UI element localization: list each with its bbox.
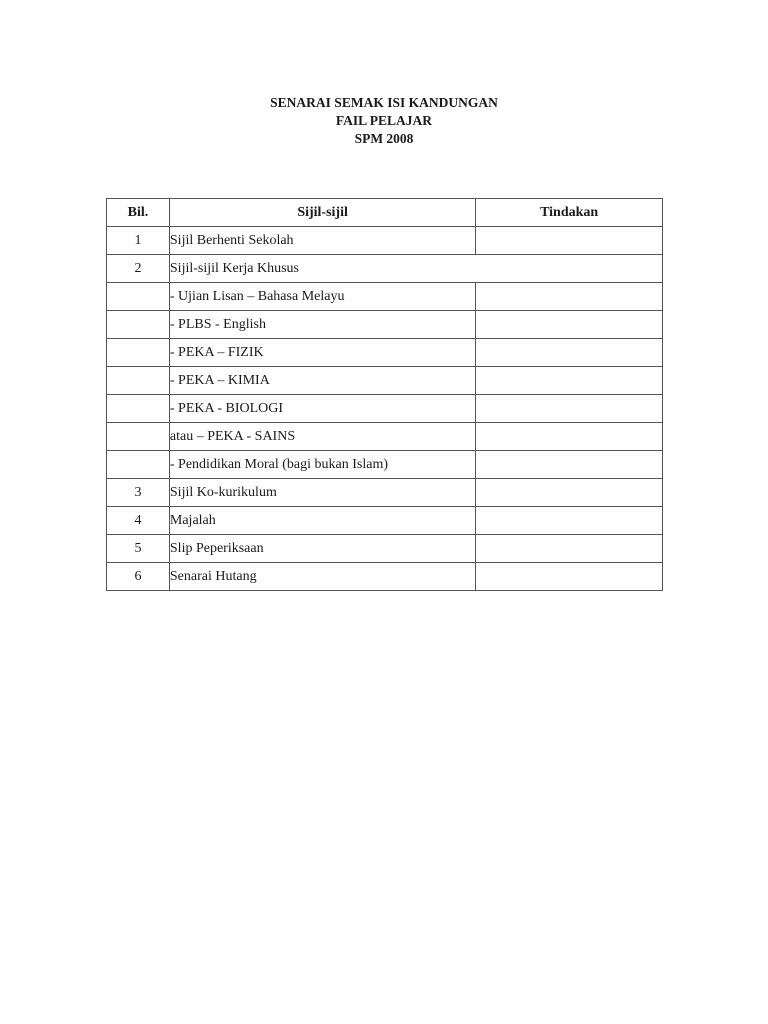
row-number — [107, 367, 170, 395]
row-action-cell[interactable] — [476, 395, 663, 423]
table-row — [107, 479, 663, 507]
title-line-2: FAIL PELAJAR — [335, 113, 433, 128]
row-item: - PEKA – FIZIK — [169, 339, 475, 367]
row-action-cell[interactable] — [476, 535, 663, 563]
row-item: - PEKA – KIMIA — [169, 367, 475, 395]
row-action-cell[interactable] — [476, 507, 663, 535]
row-number: 6 — [107, 563, 170, 591]
table-row — [107, 563, 663, 591]
row-number — [107, 423, 170, 451]
title-line-1: SENARAI SEMAK ISI KANDUNGAN — [270, 95, 498, 110]
row-action-cell[interactable] — [476, 423, 663, 451]
row-number — [107, 395, 170, 423]
row-number: 3 — [107, 479, 170, 507]
row-item: Sijil-sijil Kerja Khusus — [169, 255, 662, 283]
header-sijil: Sijil-sijil — [169, 199, 475, 227]
document-title — [0, 94, 768, 148]
row-number: 2 — [107, 255, 170, 283]
table-header-row — [107, 199, 663, 227]
row-number — [107, 451, 170, 479]
table-row — [107, 507, 663, 535]
table-row — [107, 311, 663, 339]
checklist-table — [106, 198, 663, 591]
row-item: Sijil Berhenti Sekolah — [169, 227, 475, 255]
table-body — [107, 227, 663, 591]
row-number — [107, 339, 170, 367]
table-row — [107, 283, 663, 311]
row-item: atau – PEKA - SAINS — [169, 423, 475, 451]
table-row — [107, 227, 663, 255]
row-item: Slip Peperiksaan — [169, 535, 475, 563]
row-action-cell[interactable] — [476, 227, 663, 255]
row-item: - PLBS - English — [169, 311, 475, 339]
header-tindakan: Tindakan — [476, 199, 663, 227]
row-action-cell[interactable] — [476, 563, 663, 591]
row-action-cell[interactable] — [476, 311, 663, 339]
table-row — [107, 423, 663, 451]
row-action-cell[interactable] — [476, 339, 663, 367]
row-number: 5 — [107, 535, 170, 563]
row-number: 4 — [107, 507, 170, 535]
title-line-3: SPM 2008 — [354, 131, 414, 146]
table-row — [107, 367, 663, 395]
table-row — [107, 535, 663, 563]
row-item: Sijil Ko-kurikulum — [169, 479, 475, 507]
row-item: - Ujian Lisan – Bahasa Melayu — [169, 283, 475, 311]
row-item: Senarai Hutang — [169, 563, 475, 591]
row-action-cell[interactable] — [476, 479, 663, 507]
row-number — [107, 283, 170, 311]
table-row — [107, 451, 663, 479]
table-row — [107, 339, 663, 367]
row-number — [107, 311, 170, 339]
row-item: - PEKA - BIOLOGI — [169, 395, 475, 423]
row-action-cell[interactable] — [476, 283, 663, 311]
row-number: 1 — [107, 227, 170, 255]
row-item: - Pendidikan Moral (bagi bukan Islam) — [169, 451, 475, 479]
header-bil: Bil. — [107, 199, 170, 227]
table-row — [107, 395, 663, 423]
row-action-cell[interactable] — [476, 451, 663, 479]
table-row — [107, 255, 663, 283]
row-item: Majalah — [169, 507, 475, 535]
row-action-cell[interactable] — [476, 367, 663, 395]
